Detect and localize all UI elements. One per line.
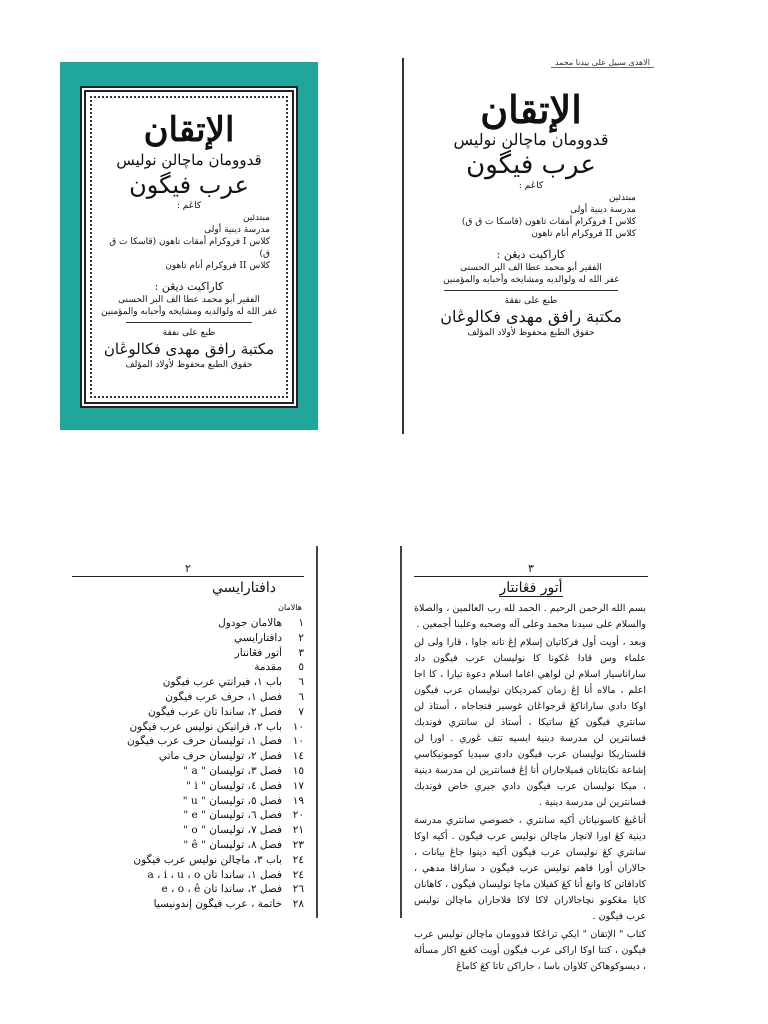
toc-item-number: ٢٨ [292, 898, 304, 911]
toc-item-number: ١٠ [292, 720, 304, 733]
toc-item [60, 734, 304, 749]
toc-item [60, 720, 304, 735]
toc-item-number: ١٥ [292, 764, 304, 777]
toc-item-title: فصل ١، ساندا تان a ، i ، u ، o [147, 868, 282, 881]
toc-item-title: باب ٣، ماچالن نوليس عرب فيگون [133, 853, 282, 866]
cover-ornamental-frame [80, 86, 298, 408]
print-label: طبع على نفقة [504, 296, 558, 306]
toc-item-number: ٢ [298, 631, 304, 644]
author-name: الفقير أبو محمد عطا الف البر الحسنى [460, 263, 602, 273]
book-subtitle-line1: قدوومان ماچالن نوليس [453, 130, 609, 149]
author-name: الفقير أبو محمد عطا الف البر الحسنى [118, 295, 260, 305]
toc-item [60, 853, 304, 868]
cover-content [86, 92, 292, 402]
author-prayer: غفر الله له ولوالديه ومشايخه وأحبابه والمؤمنين [101, 307, 277, 317]
toc-item [60, 779, 304, 794]
toc-item-title: فصل ٤، توليسان " i " [186, 779, 282, 792]
cover-page-green [60, 62, 318, 430]
toc-item-number: ٢١ [292, 824, 304, 837]
toc-item-title: أتور فڠانتار [234, 646, 282, 659]
toc-heading: دافتارايسي [211, 580, 276, 596]
toc-item-number: ٣ [298, 646, 304, 659]
toc-item [60, 616, 304, 631]
toc-item [60, 646, 304, 661]
audience-label: كاڠم : [176, 201, 202, 211]
toc-item-number: ٧ [298, 705, 304, 718]
audience-list [86, 212, 292, 272]
toc-item-title: فصل ٣، توليسان " a " [183, 764, 282, 777]
toc-item [60, 882, 304, 897]
toc-item [60, 838, 304, 853]
handwritten-note: الاهدى سبيل على بيدنا محمد [551, 58, 654, 68]
book-title: الإتقان [143, 110, 235, 150]
preface-body [402, 597, 660, 975]
toc-item-title: فصل ٨، توليسان " ê " [183, 838, 282, 851]
toc-item-title: فصل ١، حرف عرب فيگون [165, 690, 282, 703]
toc-item [60, 823, 304, 838]
audience-item: مبتدئين [608, 193, 636, 203]
page-number: ٣ [528, 562, 534, 575]
copyright-note: حقوق الطبع محفوظ لأولاد المؤلف [467, 328, 595, 338]
divider [444, 290, 618, 291]
page-number: ٢ [185, 562, 191, 575]
title-page-content [404, 64, 658, 434]
toc-item-title: مقدمة [254, 661, 282, 674]
preface-paragraph: وبعد ، أويت أول فركاتيان إسلام إڠ تانه جاوا ، قارا ولى لن علماء وس قادا ڠكونا كا نوليسان عرب فيگون داد ساراناسيار اسلام لن لواهي اغاما اسلام دعوة تيارا ، كا اجا اعلم ، مالاه أنا إڠ زمان كمرديكان نوليسان عرب فيگون اوكا دادي ساراناكڠ ڤرجواڠان غوسير فنجاجاه ، أستاذ لن سانتري فيگون كڠ ساتيكا ، أستاذ لن سانتري فونديك فسانترين لن مدرسة دينية ايسيه تتف ڠوري . اورا لن قلستاريكا نوليسان عرب فيگون دادي سيديا كومونيكاسي إشاعة نكايتانان فميلاجاران أنا إڠ فسانترين لن مدرسة دينية ، ميكا نوليسان عرب فيگون دادي جيري خاص فونديك فسانترين لن مدرسة دينية . [414, 637, 646, 808]
toc-item-number: ٢٠ [292, 809, 304, 822]
toc-item [60, 631, 304, 646]
audience-item: مدرسة دينية أولى [204, 225, 270, 235]
toc-item [60, 808, 304, 823]
publisher-name: مكتبة رافق مهدى فكالوڠان [103, 340, 275, 358]
publisher-name: مكتبة رافق مهدى فكالوڠان [440, 307, 622, 326]
toc-item [60, 660, 304, 675]
audience-label: كاڠم : [518, 181, 544, 191]
toc-item [60, 764, 304, 779]
toc-item [60, 749, 304, 764]
class-item: كلاس I فروكرام أمقات تاهون (قاسكا ت ق ق) [461, 217, 636, 227]
class-item: كلاس II فروكرام أنام تاهون [165, 261, 270, 271]
author-label: كاراكيت ديڠن : [496, 248, 566, 261]
toc-item-title: باب ٢، فراتيكن نوليس عرب فيگون [129, 720, 282, 733]
book-subtitle-line2: عرب فيگون [466, 150, 596, 180]
book-title: الإتقان [480, 87, 582, 132]
book-subtitle-line2: عرب فيگون [129, 171, 249, 199]
toc-item-title: فصل ٧، توليسان " o " [183, 824, 282, 837]
toc-item [60, 705, 304, 720]
book-subtitle-line1: قدوومان ماچالن نوليس [116, 151, 262, 169]
toc-item-title: فصل ٥، توليسان " u " [182, 794, 282, 807]
table-of-contents-page [60, 546, 318, 918]
class-item: كلاس I فروكرام أمقات تاهون (قاسكا ت ق ق) [109, 237, 270, 259]
preface-paragraph: أناڠيڠ كاسونياتان أكيه سانتري ، خصوصي سانتري مدرسة دينية كڠ اورا لانچار ماچالن نوليس عرب فيگون . أكيه اوكا سانتري كڠ نوليسان عرب فيگون أكيه دينوا جاڠ بيانات ، جالاران أورا فاهم نوليس عرب فيگون د ساراقا مدهي ، كاداقاتن كا وانغ أنا كڠ كفيلان ماچا نوليسان فيگون ، كاهانان كايا مڠكونو نچاجالاران لاكا لاكا فلاجاران ماچالن نوليس عرب فيگون . [414, 815, 646, 922]
title-page [402, 58, 658, 434]
toc-item-number: ١٩ [292, 794, 304, 807]
toc-item [60, 868, 304, 883]
toc-item-number: ١٧ [292, 779, 304, 792]
toc-item-number: ٢٦ [292, 883, 304, 896]
toc-item-number: ١ [298, 617, 304, 629]
toc-item-number: ٥ [298, 661, 304, 674]
divider [126, 322, 252, 323]
class-item: كلاس II فروكرام أنام تاهون [531, 229, 636, 239]
audience-item: مبتدئين [242, 213, 270, 223]
toc-item-title: فصل ٢، توليسان حرف ماتي [158, 750, 282, 763]
author-label: كاراكيت ديڠن : [154, 280, 224, 293]
audience-list [404, 192, 658, 240]
preface-paragraph: كتاب " الإتقان " ايكي تراڠكا قدوومان ماچالن نوليس عرب فيگون ، كنتا اوكا اراكى عرب فيگون أويت كڠيغ اكار مسألة ، ديسوكوهاكن كلاوان باسا ، جاراكن تاتا كڠ كاماڠ [414, 929, 646, 972]
toc-item [60, 675, 304, 690]
toc-item-title: هالامان جودول [218, 617, 282, 629]
author-prayer: غفر الله له ولوالديه ومشايخه وأحبابه والمؤمنين [443, 275, 619, 285]
toc-item-number: ١٤ [292, 750, 304, 763]
toc-list [60, 616, 316, 912]
toc-item-number: ٦ [298, 676, 304, 689]
toc-item [60, 794, 304, 809]
toc-item [60, 690, 304, 705]
toc-item [60, 897, 304, 912]
toc-item-title: فصل ٢، ساندا تان e ، o ، ê [161, 883, 282, 896]
preface-heading [402, 577, 660, 597]
toc-item-title: فصل ٢، ساندا تان عرب فيگون [147, 705, 282, 718]
audience-item: مدرسة دينية أولى [570, 205, 636, 215]
toc-item-number: ٢٤ [292, 868, 304, 881]
toc-item-title: فصل ١، توليسان حرف عرب فيگون [126, 735, 282, 748]
copyright-note: حقوق الطبع محفوظ لأولاد المؤلف [125, 360, 253, 370]
preface-paragraph: بسم الله الرحمن الرحيم . الحمد لله رب العالمين ، والصلاة والسلام على سيدنا محمد وعلى آله وصحبه وعلينا أجمعين . [414, 603, 646, 630]
toc-item-number: ٢٤ [292, 853, 304, 866]
preface-page [400, 546, 660, 972]
toc-item-number: ١٠ [292, 735, 304, 748]
toc-page-column-label: هالامان [278, 603, 302, 612]
preface-heading-text: أتور فڠانتار [499, 580, 563, 596]
print-label: طبع على نفقة [162, 328, 216, 338]
toc-item-title: فصل ٦، توليسان " e " [183, 809, 282, 822]
toc-item-title: خاتمة ، عرب فيگون إندونيسيا [153, 898, 282, 911]
toc-item-title: باب ١، فيرانتي عرب فيگون [162, 676, 282, 689]
toc-item-number: ٢٣ [292, 838, 304, 851]
toc-item-number: ٦ [298, 690, 304, 703]
toc-item-title: دافتارايسي [233, 631, 282, 644]
